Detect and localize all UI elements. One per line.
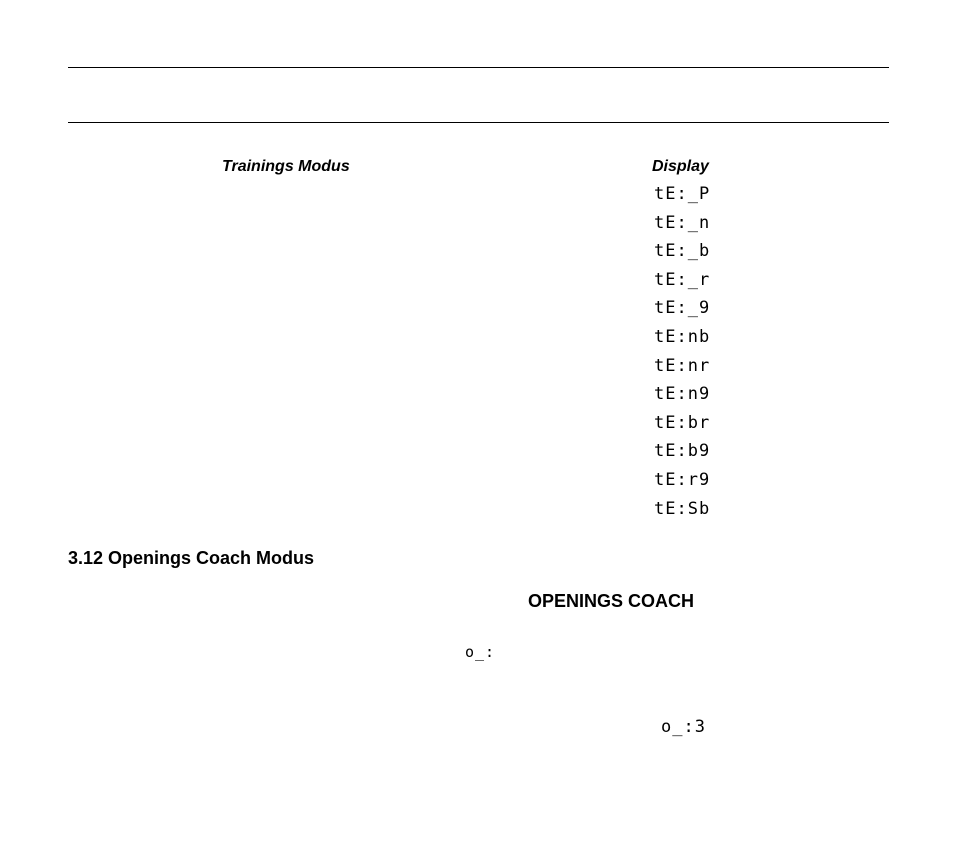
display-code [654, 241, 710, 270]
display-code [654, 413, 710, 442]
lcd-text: tE:_b [654, 241, 711, 262]
header-rule-top [68, 67, 889, 68]
screen-title: OPENINGS COACH [528, 591, 695, 611]
display-code-list [654, 184, 710, 527]
lcd-text: tE:b9 [654, 441, 711, 462]
lcd-text: tE:_9 [654, 298, 711, 319]
display-code [654, 270, 710, 299]
column-header-display: Display [652, 158, 709, 175]
display-code [654, 470, 710, 499]
lcd-text: tE:Sb [654, 498, 711, 519]
display-code [654, 298, 710, 327]
display-level [661, 717, 706, 737]
lcd-text: tE:br [654, 412, 711, 433]
lcd-text: tE:_P [654, 184, 711, 204]
display-code [654, 441, 710, 470]
display-code [654, 356, 710, 385]
display-code [654, 327, 710, 356]
display-code [654, 184, 710, 213]
lcd-text: tE:r9 [654, 469, 711, 490]
lcd-text: tE:nb [654, 326, 711, 347]
display-code [654, 499, 710, 528]
header-rule-bottom [68, 122, 889, 123]
column-header-mode: Trainings Modus [222, 158, 350, 175]
lcd-text: tE:_n [654, 212, 711, 233]
lcd-text: o_: [465, 643, 496, 661]
section-title: 3.12 Openings Coach Modus [68, 548, 315, 568]
display-code [654, 384, 710, 413]
lcd-text: tE:_r [654, 269, 711, 290]
display-code [654, 213, 710, 242]
display-start [465, 643, 495, 662]
lcd-text: tE:n9 [654, 384, 711, 405]
lcd-text: o_:3 [661, 717, 706, 737]
lcd-text: tE:nr [654, 355, 711, 376]
